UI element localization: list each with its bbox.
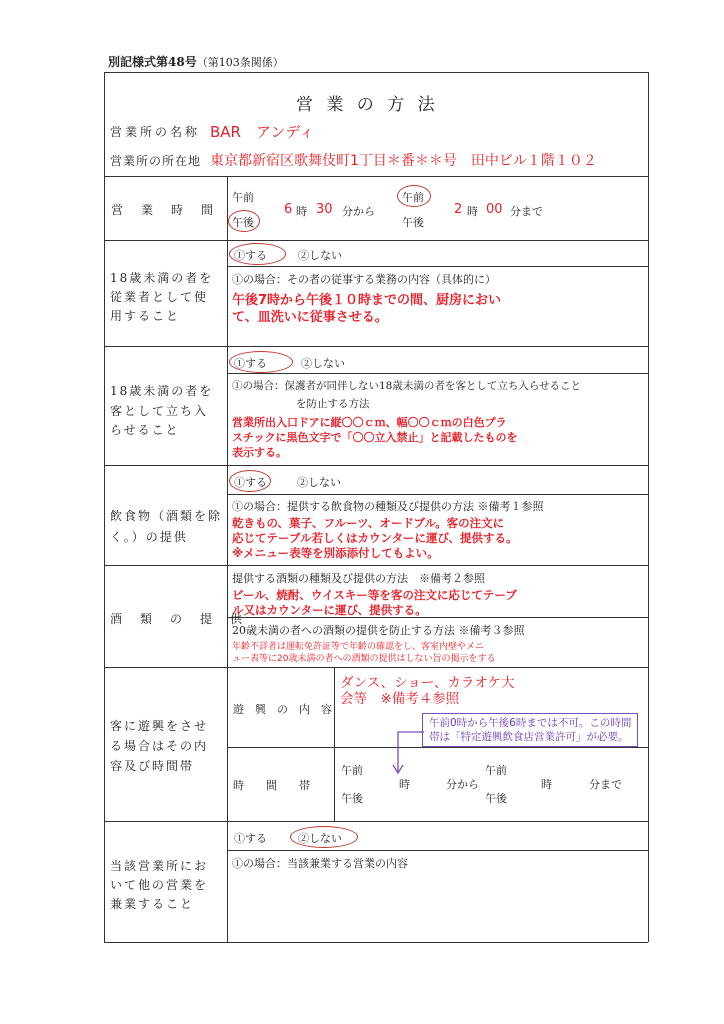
food-option-yes[interactable]: ①する xyxy=(234,476,267,489)
liquor-method-line-2: ル又はカウンターに運び、提供する。 xyxy=(232,603,427,617)
admit-minors-detail-label: ①の場合：保護者が同伴しない18歳未満の者を客として立ち入らせること xyxy=(232,380,582,392)
business-address-value: 東京都新宿区歌舞伎町1丁目＊番＊＊号 田中ビル１階１０２ xyxy=(210,153,597,169)
hours-end-am-circle xyxy=(397,185,431,207)
hours-start-hour: 6 xyxy=(284,202,293,217)
liquor-prevent-line-1: 年齢不詳者は運転免許証等で年齢の確認をし、客室内壁やメニ xyxy=(232,642,485,652)
food-detail-line-2: 応じてテーブル若しくはカウンターに運び、提供する。 xyxy=(232,531,518,545)
entertainment-start-hour-unit: 時 xyxy=(399,778,410,791)
hours-end-hour: 2 xyxy=(454,202,463,217)
admit-minors-detail-line-2: スチックに黒色文字で「〇〇立入禁止」と記載したものを xyxy=(232,431,518,444)
hours-end-minute: 00 xyxy=(486,202,503,217)
hours-until-text: 分まで xyxy=(510,205,543,218)
entertainment-content-line-2: 会等 ※備考４参照 xyxy=(340,691,460,707)
employ-minors-detail-label: ①の場合：その者の従事する業務の内容（具体的に） xyxy=(232,273,496,286)
business-address-label: 営業所の所在地 xyxy=(110,154,202,168)
admit-minors-yes-circle xyxy=(229,351,293,373)
page-title: 営 業 の 方 法 xyxy=(296,95,439,115)
food-detail-line-3: ※メニュー表等を別添添付してもよい。 xyxy=(232,546,439,560)
hours-end-hour-unit: 時 xyxy=(467,205,478,218)
other-business-option-no[interactable]: ②しない xyxy=(298,832,342,845)
business-name-label: 営業所の名称 xyxy=(110,125,201,139)
liquor-prevent-line-2: ュー表等に20歳未満の者への酒類の提供はしない旨の掲示をする xyxy=(232,654,496,664)
hours-label: 営 業 時 間 xyxy=(111,203,217,217)
hours-start-pm-circle xyxy=(228,210,260,232)
entertainment-note-box xyxy=(422,713,638,747)
employ-minors-detail-line-2: て、皿洗いに従事させる。 xyxy=(232,310,388,325)
entertainment-start-am: 午前 xyxy=(341,764,363,777)
liquor-label: 酒 類 の 提 供 xyxy=(110,612,246,626)
other-business-option-yes[interactable]: ①する xyxy=(234,832,267,845)
liquor-prevent-label: 20歳未満の者への酒類の提供を防止する方法 ※備考３参照 xyxy=(232,624,525,637)
entertainment-from-text: 分から xyxy=(446,778,479,791)
entertainment-end-pm: 午後 xyxy=(485,792,507,805)
admit-minors-option-yes[interactable]: ①する xyxy=(234,357,267,370)
hours-start-minute: 30 xyxy=(316,202,333,217)
liquor-method-label: 提供する酒類の種類及び提供の方法 ※備考２参照 xyxy=(232,572,485,585)
entertainment-time-label: 時 間 帯 xyxy=(233,779,310,792)
hours-start-hour-unit: 時 xyxy=(296,205,307,218)
entertainment-note-arrow xyxy=(388,728,428,778)
form-reference: （第103条関係） xyxy=(196,56,284,69)
other-business-detail-label: ①の場合：当該兼業する営業の内容 xyxy=(232,857,408,870)
other-business-no-circle xyxy=(290,826,358,848)
hours-from-text: 分から xyxy=(342,205,375,218)
entertainment-end-hour-unit: 時 xyxy=(541,778,552,791)
food-detail-line-1: 乾きもの、菓子、フルーツ、オードブル。客の注文に xyxy=(232,516,505,530)
employ-minors-option-yes[interactable]: ①する xyxy=(234,249,267,262)
entertainment-start-pm: 午後 xyxy=(341,792,363,805)
entertainment-end-am: 午前 xyxy=(485,764,507,777)
food-option-no[interactable]: ②しない xyxy=(297,476,341,489)
entertainment-note-line-1: 午前0時から午後6時までは不可。この時間 xyxy=(429,717,632,729)
entertainment-content-line-1: ダンス、ショー、カラオケ大 xyxy=(340,675,515,691)
employ-minors-detail-line-1: 午後7時から午後１０時までの間、厨房におい xyxy=(232,293,502,308)
hours-start-am: 午前 xyxy=(232,191,254,204)
food-yes-circle xyxy=(229,470,271,492)
business-name-value: BAR アンディ xyxy=(210,123,315,141)
food-detail-label: ①の場合：提供する飲食物の種類及び提供の方法 ※備考１参照 xyxy=(232,500,544,513)
liquor-method-line-1: ビール、焼酎、ウイスキー等を客の注文に応じてテーブ xyxy=(232,588,517,602)
hours-start-pm: 午後 xyxy=(232,216,254,229)
entertainment-note-line-2: 帯は「特定遊興飲食店営業許可」が必要。 xyxy=(429,731,629,743)
admit-minors-option-no[interactable]: ②しない xyxy=(301,357,345,370)
hours-end-pm: 午後 xyxy=(402,216,424,229)
employ-minors-yes-circle xyxy=(229,243,286,265)
entertainment-content-label: 遊 興 の 内 容 xyxy=(233,703,332,716)
form-number: 別記様式第48号（第103条関係） xyxy=(108,55,284,69)
employ-minors-option-no[interactable]: ②しない xyxy=(298,249,342,262)
entertainment-until-text: 分まで xyxy=(589,778,622,791)
hours-end-am: 午前 xyxy=(402,191,424,204)
admit-minors-detail-label-2: を防止する方法 xyxy=(296,398,370,410)
admit-minors-detail-line-3: 表示する。 xyxy=(232,446,287,459)
admit-minors-detail-line-1: 営業所出入口ドアに縦〇〇ｃｍ、幅〇〇ｃｍの白色プラ xyxy=(232,416,507,429)
